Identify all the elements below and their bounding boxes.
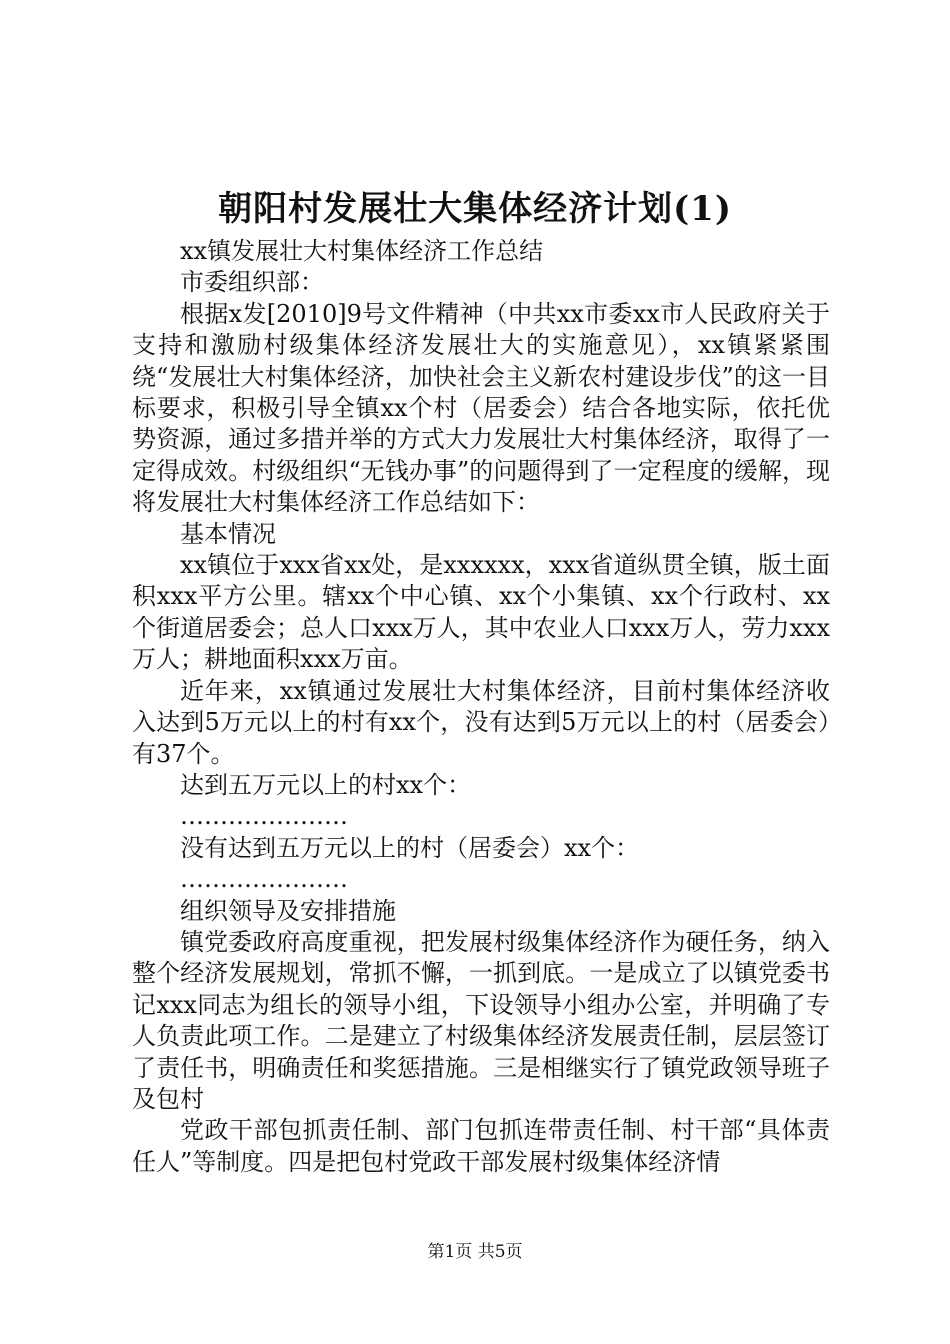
document-title: 朝阳村发展壮大集体经济计划(1) [218,189,732,229]
ellipsis-line: ………………… [180,865,348,894]
paragraph-intro: 根据x发[2010]9号文件精神（中共xx市委xx市人民政府关于支持和激励村级集体经济发展壮大的实施意见），xx镇紧紧围绕“发展壮大村集体经济，加快社会主义新农村建设步伐”的这一目标要求，积极引导全镇xx个村（居委会）结合各地实际，依托优势资源，通过多措并举的方式大力发展壮大村集体经济，取得了一定得成效。村级组织“无钱办事”的问题得到了一定程度的缓解，现将发展壮大村集体经济工作总结如下： [132,299,830,517]
paragraph-location: xx镇位于xxx省xx处，是xxxxxx，xxx省道纵贯全镇，版土面积xxx平方公里。辖xx个中心镇、xx个小集镇、xx个行政村、xx个街道居委会；总人口xxx万人，其中农业人口xxx万人，劳力xxx万人；耕地面积xxx万亩。 [132,551,830,674]
heading-organization: 组织领导及安排措施 [180,896,396,925]
paragraph-responsibility: 党政干部包抓责任制、部门包抓连带责任制、村干部“具体责任人”等制度。四是把包村党政干部发展村级集体经济情 [132,1116,830,1176]
paragraph-subtitle: xx镇发展壮大村集体经济工作总结 [180,237,544,265]
paragraph-villages-below: 没有达到五万元以上的村（居委会）xx个： [180,833,640,862]
heading-basic-situation: 基本情况 [180,519,276,548]
page-footer: 第1页 共5页 [427,1242,523,1262]
paragraph-recent-years: 近年来，xx镇通过发展壮大村集体经济，目前村集体经济收入达到5万元以上的村有xx个，没有达到5万元以上的村（居委会）有37个。 [132,676,830,768]
paragraph-addressee: 市委组织部： [180,268,324,297]
paragraph-villages-above: 达到五万元以上的村xx个： [180,770,472,799]
document-body [132,236,830,1178]
paragraph-organization: 镇党委政府高度重视，把发展村级集体经济作为硬任务，纳入整个经济发展规划，常抓不懈，一抓到底。一是成立了以镇党委书记xxx同志为组长的领导小组，下设领导小组办公室，并明确了专人负责此项工作。二是建立了村级集体经济发展责任制，层层签订了责任书，明确责任和奖惩措施。三是相继实行了镇党政领导班子及包村 [132,927,830,1113]
ellipsis-line: ………………… [180,802,348,831]
